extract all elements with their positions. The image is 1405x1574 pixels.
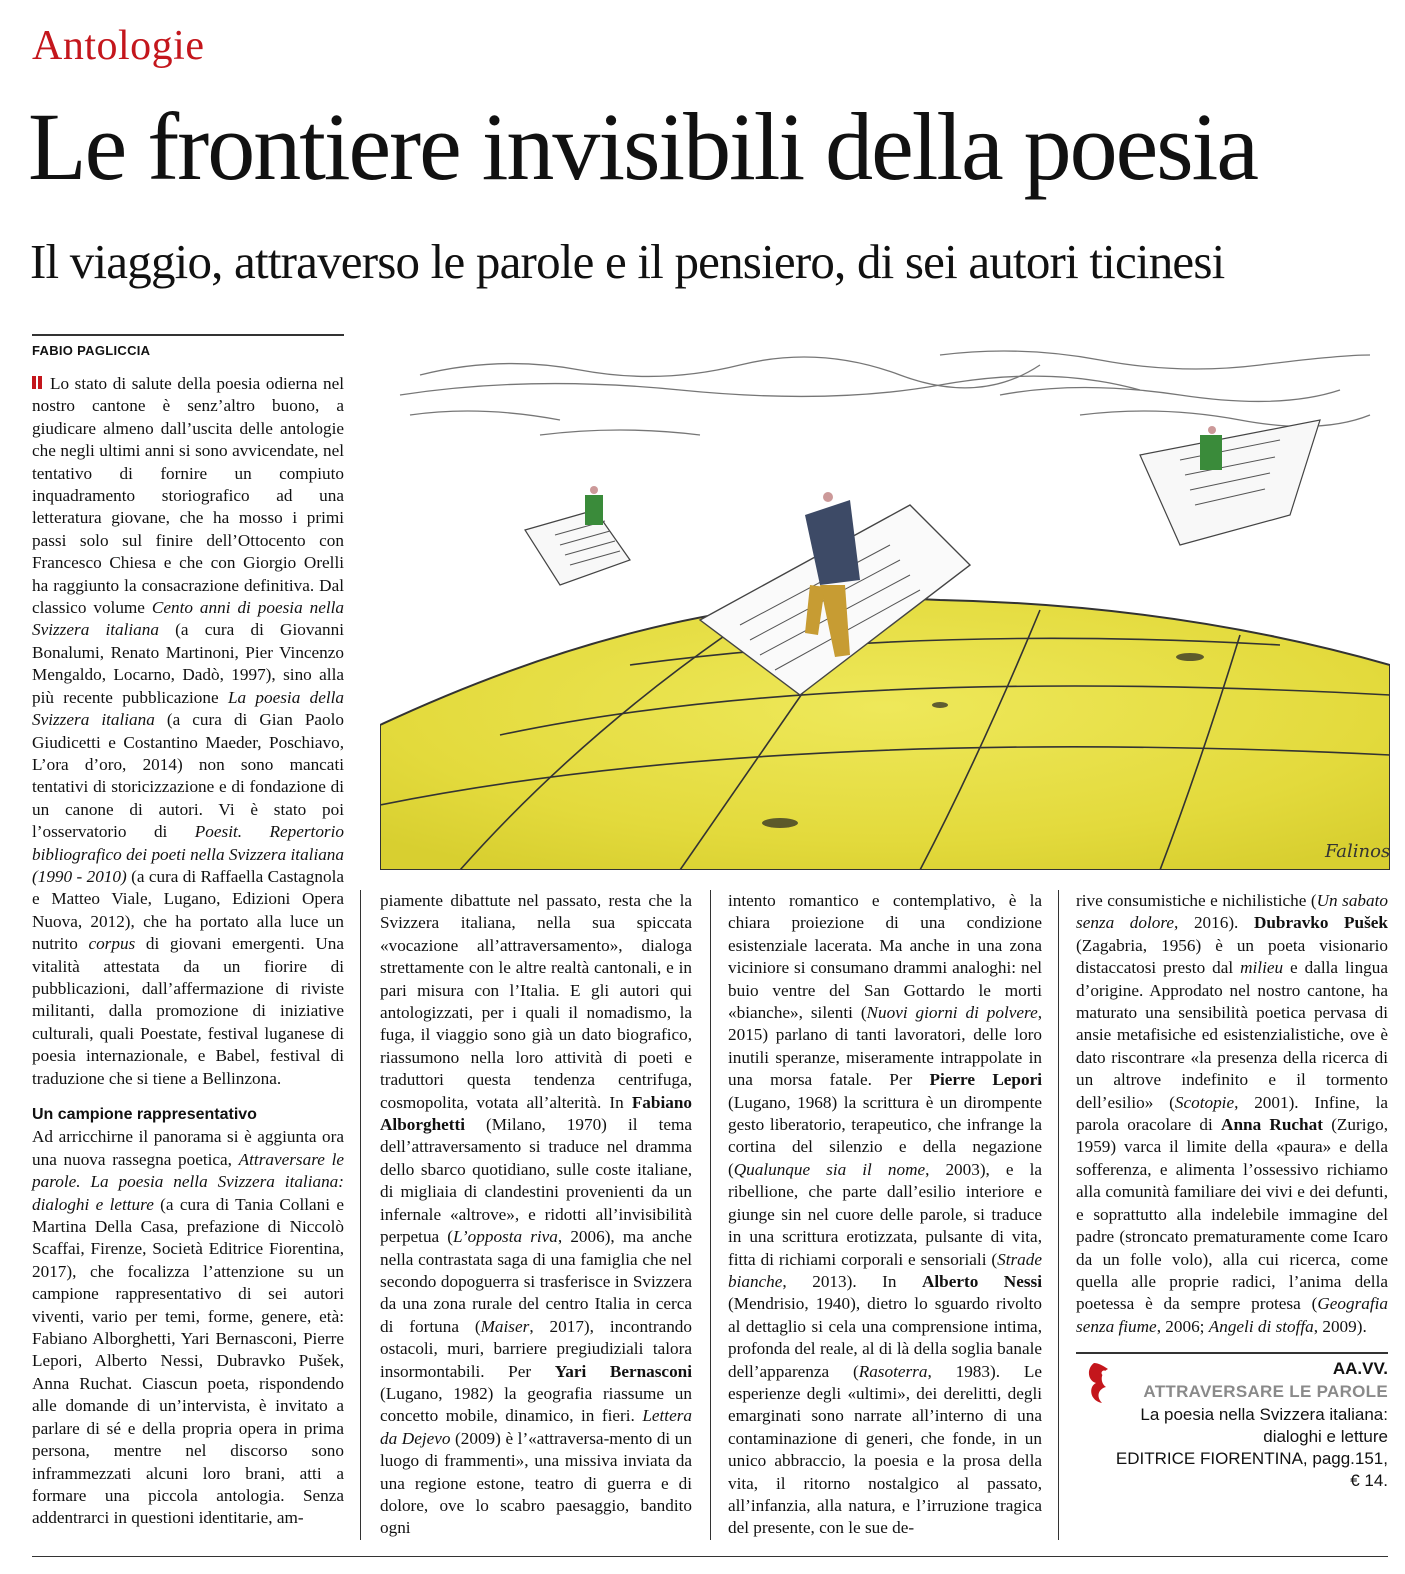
- text-column-1: [32, 373, 344, 1530]
- illustration: [380, 335, 1390, 870]
- italic-title: Angeli di stoffa: [1208, 1316, 1314, 1336]
- headline: Le frontiere invisibili della poesia: [28, 93, 1257, 200]
- book-price: € 14.: [1350, 1471, 1388, 1490]
- text-column-4: [1076, 890, 1388, 1338]
- poet-name: Pierre Lepori: [929, 1070, 1042, 1090]
- text-column-3: [728, 890, 1042, 1540]
- italic-title: Qualunque sia il nome: [733, 1159, 926, 1179]
- article-paragraph: piamente dibattute nel passato, resta che la Svizzera italiana, nella sua spiccata «vocazione all’attraversamento», dialoga strettamente con le altre realtà cantonali, e in pari misura con l’Italia. E gli autori qui antologizzati, per i quali il nomadismo, la fuga, il viaggio sono già un dato biografico, riassumono nella loro attività di poeti e traduttori questa tendenza centrifuga, cosmopolita, votata all’alterità. In Fabiano Alborghetti (Milano, 1970) il tema dell’attraversamento si traduce nel dramma dello sbarco quotidiano, sulle coste italiane, di migliaia di clandestini provenienti da un infernale «altrove», e ridotti all’invisibilità perpetua (L’opposta riva, 2006), ma anche nella contrastata saga di una famiglia che nel secondo dopoguerra si trasferisce in Svizzera da una zona rurale del centro Italia in cerca di fortuna (Maiser, 2017), incontrando ostacoli, muri, barriere pregiudiziali talora insormontabili. Per Yari Bernasconi (Lugano, 1982) la geografia riassume un concetto mobile, dinamico, in fieri. Lettera da Dejevo (2009) è l’«attraversa-mento di un luogo di frammenti», una missiva inviata da una regione estone, teatro di guerra e di dolore, ove lo scabro paesaggio, bandito ogni: [380, 891, 693, 1538]
- italic-title: Maiser: [480, 1316, 530, 1336]
- quill-logo-icon: [1082, 1359, 1122, 1409]
- column-divider-1: [360, 890, 361, 1540]
- poet-name: Alberto Nessi: [921, 1271, 1042, 1291]
- poet-name: Fabiano Alborghetti: [380, 1092, 692, 1135]
- paragraph-start-marker: [32, 376, 46, 389]
- article-paragraph: Lo stato di salute della poesia odierna nel nostro cantone è senz’altro buono, a giudicare almeno dall’uscita delle antologie che negli ultimi anni si sono avvicendate, nel tentativo di fornire un compiuto inquadramento storiografico ad una letteratura giovane, che ha mosso i primi passi solo sul finire dell’Ottocento con Francesco Chiesa e che con Giorgio Orelli ha raggiunto la consacrazione definitiva. Dal classico volume Cento anni di poesia nella Svizzera italiana (a cura di Giovanni Bonalumi, Renato Martinoni, Pier Vincenzo Mengaldo, Locarno, Dadò, 1997), sino alla più recente pubblicazione La poesia della Svizzera italiana (a cura di Gian Paolo Giudicetti e Costantino Maeder, Poschiavo, L’ora d’oro, 2014) non sono mancati tentativi di storicizzazione e di fondazione di un canone di autori. Vi è stato poi l’osservatorio di Poesit. Repertorio bibliografico dei poeti nella Svizzera italiana (1990 - 2010) (a cura di Raffaella Castagnola e Matteo Viale, Lugano, Edizioni Opera Nuova, 2012), che ha portato alla luce un nutrito corpus di giovani emergenti. Una vitalità attestata da un fiorire di pubblicazioni, dall’affermazione di riviste militanti, dalla promozione di iniziative culturali, quali Poestate, festival luganese di poesia internazionale, e Babel, festival di traduzione che si tiene a Bellinzona.: [32, 374, 345, 1088]
- italic-title: milieu: [1240, 958, 1284, 978]
- italic-title: Un sabato senza dolore: [1076, 891, 1388, 933]
- article-paragraph: Ad arricchirne il panorama si è aggiunta ora una nuova rassegna poetica, Attraversare le parole. La poesia nella Svizzera italiana: dialoghi e letture (a cura di Tania Collani e Martina Della Casa, prefazione di Niccolò Scaffai, Firenze, Società Editrice Fiorentina, 2017), che focalizza l’attenzione su un campione rappresentativo di sei autori viventi, vario per temi, forme, genere, età: Fabiano Alborghetti, Yari Bernasconi, Pierre Lepori, Alberto Nessi, Dubravko Pušek, Anna Ruchat. Ciascun poeta, rispondendo alle domande di un’intervista, è invitato a parlare di sé e della propria opera in prima persona, mentre nel discorso sono inframmezzati alcuni loro brani, atti a formare una piccola antologia. Senza addentrarci in questioni identitarie, am-: [32, 1127, 344, 1528]
- subheadline: Il viaggio, attraverso le parole e il pensiero, di sei autori ticinesi: [30, 234, 1225, 289]
- footer-rule: [32, 1556, 1388, 1557]
- poet-name: Dubravko Pušek: [1253, 913, 1388, 933]
- text-column-2: [380, 890, 692, 1540]
- italic-title: La poesia della Svizzera italiana: [32, 687, 344, 730]
- book-title: ATTRAVERSARE LE PAROLE: [1143, 1382, 1388, 1401]
- article-paragraph: intento romantico e contemplativo, è la chiara proiezione di una condizione esistenziale lacerata. Ma anche in una zona viciniore si consumano drammi analoghi: nel buio ventre del San Gottardo le morti «bianche», silenti (Nuovi giorni di polvere, 2015) parlano di tanti lavoratori, delle loro inutili speranze, miseramente intrappolate in una morsa fatale. Per Pierre Lepori (Lugano, 1968) la scrittura è un dirompente gesto liberatorio, terapeutico, che infrange la cortina del silenzio e della negazione (Qualunque sia il nome, 2003), e la ribellione, che parte dall’esilio interiore e giunge sin nel cuore delle parole, si traduce in una scrittura erotizzata, pulsante di vita, fitta di richiami corporali e sensoriali (Strade bianche, 2013). In Alberto Nessi (Mendrisio, 1940), dietro lo sguardo rivolto al dettaglio si cela una comprensione intima, profonda del reale, al di là della soglia banale dell’apparenza (Rasoterra, 1983). Le esperienze degli «ultimi», dei derelitti, degli emarginati sono narrate all’interno di una contaminazione di generi, che fonde, in un unico abbraccio, la poesia e la prosa della vita, il ritorno nostalgico al passato, all’infanzia, alla natura, e l’irruzione tragica del presente, con le sue de-: [728, 891, 1042, 1538]
- italic-title: Cento anni di poesia nella Svizzera italiana: [32, 598, 344, 640]
- byline: FABIO PAGLICCIA: [32, 343, 151, 358]
- figure-left-on-page: [525, 486, 630, 585]
- book-info-box: [1076, 1355, 1388, 1555]
- illustration-signature: Falinos: [1325, 841, 1390, 862]
- italic-title: Geografia senza fiume: [1076, 1294, 1388, 1336]
- book-publisher: EDITRICE FIORENTINA, pagg.151,: [1115, 1449, 1388, 1468]
- poet-name: Anna Ruchat: [1221, 1115, 1323, 1135]
- italic-title: Nuovi giorni di polvere: [866, 1003, 1038, 1023]
- book-box-rule: [1076, 1352, 1388, 1354]
- column-divider-2: [710, 890, 711, 1540]
- author-rule: [32, 334, 344, 336]
- column-divider-3: [1058, 890, 1059, 1540]
- figure-right-on-page: [1140, 420, 1320, 545]
- italic-title: Strade bianche: [728, 1249, 1042, 1291]
- book-authors: AA.VV.: [1332, 1359, 1388, 1378]
- italic-title: Attraversare le parole. La poesia nella Svizzera italiana: dialoghi e letture: [32, 1149, 344, 1214]
- italic-title: Rasoterra: [858, 1361, 928, 1381]
- italic-title: Lettera da Dejevo: [380, 1406, 692, 1448]
- italic-title: L’opposta riva: [453, 1227, 558, 1247]
- poet-name: Yari Bernasconi: [554, 1361, 692, 1381]
- book-subtitle-line1: La poesia nella Svizzera italiana:: [1140, 1405, 1388, 1424]
- italic-title: corpus: [88, 934, 136, 954]
- article-paragraph: rive consumistiche e nichilistiche (Un sabato senza dolore, 2016). Dubravko Pušek (Zagabria, 1956) è un poeta visionario distaccatosi presto dal milieu e dalla lingua d’origine. Approdato nel nostro cantone, ha maturato una sensibilità poetica pervasa di ansie metafisiche ed esistenzialistiche, ove è dato riscontrare «la presenza della ricerca di un altrove indefinito e il tormento dell’esilio» (Scotopie, 2001). Infine, la parola oracolare di Anna Ruchat (Zurigo, 1959) varca il limite della «paura» e della sofferenza, e alimenta l’ossessivo richiamo alla comunità familiare dei vivi e dei defunti, e soprattutto alla indelebile immagine del padre (stroncato prematuramente come Icaro da un folle volo), alla cui ricerca, come quella alle proprie radici, l’anima della poetessa è da sempre protesa (Geografia senza fiume, 2006; Angeli di stoffa, 2009).: [1076, 891, 1388, 1336]
- italic-title: Poesit. Repertorio bibliografico dei poeti nella Svizzera italiana (1990 - 2010): [32, 822, 344, 886]
- book-subtitle-line2: dialoghi e letture: [1263, 1427, 1388, 1446]
- sky-strokes: [400, 351, 1370, 435]
- italic-title: Scotopie: [1174, 1092, 1235, 1112]
- section-subheading: Un campione rappresentativo: [32, 1106, 257, 1123]
- section-label: Antologie: [32, 23, 205, 69]
